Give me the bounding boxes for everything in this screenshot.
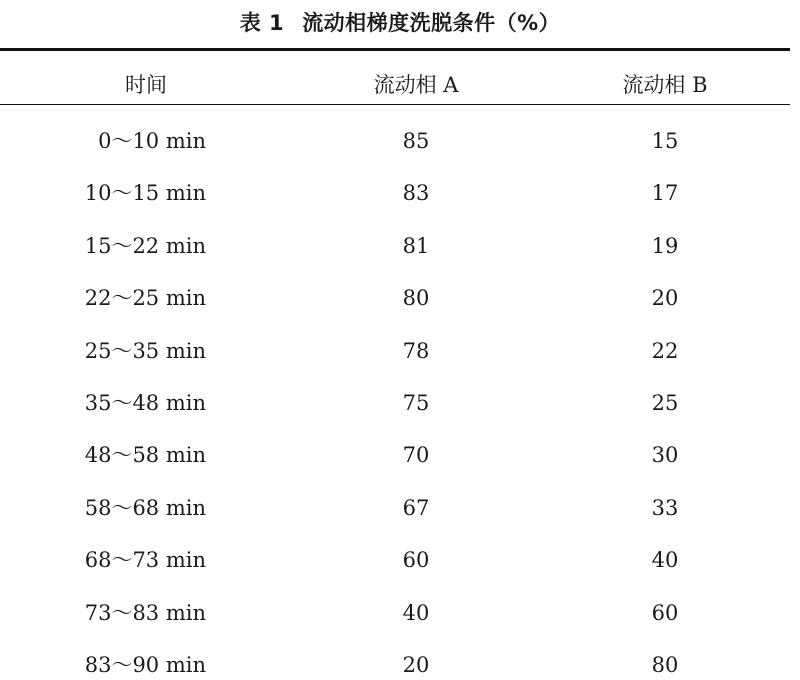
cell-mobile-phase-b: 25 <box>651 391 679 415</box>
cell-mobile-phase-b: 20 <box>651 286 679 311</box>
table-title: 流动相梯度洗脱条件（%） <box>302 11 561 35</box>
cell-time: 48～58 min <box>84 443 206 468</box>
cell-time: 68～73 min <box>84 548 206 573</box>
table-row <box>0 336 800 366</box>
cell-mobile-phase-a: 85 <box>402 129 430 153</box>
table-row <box>0 231 800 261</box>
cell-mobile-phase-b: 33 <box>651 495 679 520</box>
cell-mobile-phase-a: 40 <box>402 600 430 625</box>
table-number: 表 1 <box>239 11 285 35</box>
cell-mobile-phase-b: 19 <box>651 233 679 258</box>
cell-mobile-phase-b: 22 <box>651 338 679 363</box>
table-row <box>0 650 800 680</box>
table-row <box>0 440 800 470</box>
cell-time: 15～22 min <box>84 233 206 258</box>
cell-mobile-phase-a: 60 <box>402 548 430 573</box>
cell-time: 22～25 min <box>84 286 206 311</box>
cell-mobile-phase-b: 60 <box>651 600 679 625</box>
table-header-row <box>0 70 800 100</box>
cell-time: 35～48 min <box>84 391 206 415</box>
table-header-rule <box>0 104 790 105</box>
cell-mobile-phase-a: 80 <box>402 286 430 311</box>
table-row <box>0 493 800 523</box>
cell-mobile-phase-b: 30 <box>651 443 679 468</box>
cell-mobile-phase-b: 17 <box>651 181 679 206</box>
table-row <box>0 126 800 156</box>
table-row <box>0 598 800 628</box>
table-caption <box>0 8 800 38</box>
cell-time: 10～15 min <box>84 181 206 206</box>
cell-time: 25～35 min <box>84 338 206 363</box>
cell-time: 83～90 min <box>84 653 206 677</box>
cell-time: 58～68 min <box>84 495 206 520</box>
cell-mobile-phase-a: 81 <box>402 233 430 258</box>
cell-time: 0～10 min <box>98 129 206 153</box>
cell-mobile-phase-a: 75 <box>402 391 430 415</box>
table-top-rule <box>0 48 790 51</box>
table-row <box>0 545 800 575</box>
table-row <box>0 388 800 418</box>
table-row <box>0 283 800 313</box>
cell-mobile-phase-a: 78 <box>402 338 430 363</box>
cell-mobile-phase-a: 20 <box>402 653 430 677</box>
cell-mobile-phase-a: 70 <box>402 443 430 468</box>
header-time: 时间 <box>125 73 167 97</box>
cell-mobile-phase-b: 80 <box>651 653 679 677</box>
cell-mobile-phase-b: 15 <box>651 129 679 153</box>
table-row <box>0 178 800 208</box>
cell-mobile-phase-b: 40 <box>651 548 679 573</box>
header-mobile-phase-a: 流动相 A <box>373 73 459 97</box>
cell-mobile-phase-a: 83 <box>402 181 430 206</box>
header-mobile-phase-b: 流动相 B <box>622 73 708 97</box>
cell-mobile-phase-a: 67 <box>402 495 430 520</box>
cell-time: 73～83 min <box>84 600 206 625</box>
